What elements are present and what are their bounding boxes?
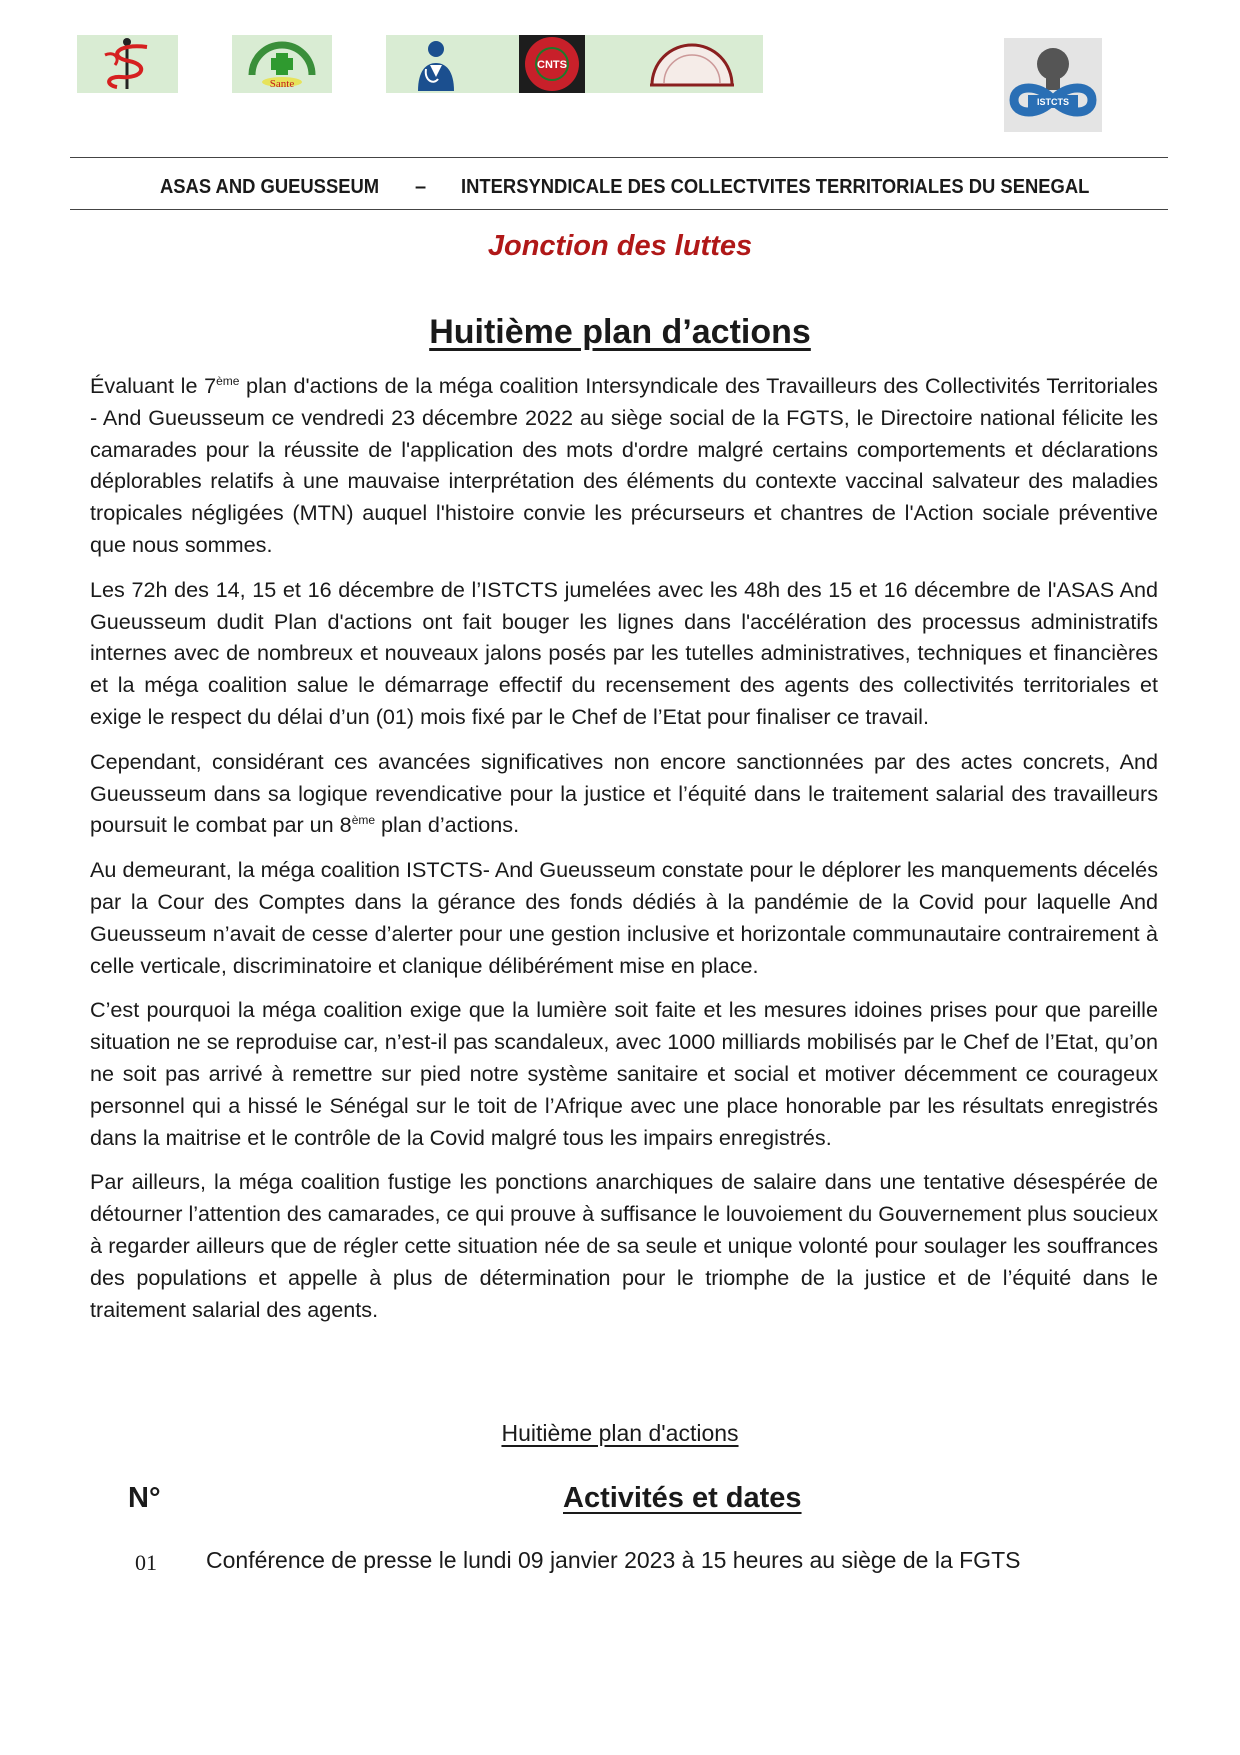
caduceus-logo xyxy=(77,35,178,93)
column-header-activities: Activités et dates xyxy=(563,1482,802,1514)
header-bar xyxy=(70,162,1168,208)
istcts-logo xyxy=(1004,38,1102,132)
sante-logo xyxy=(232,35,332,93)
svg-text:CNTS: CNTS xyxy=(537,59,567,71)
header-left: ASAS AND GUEUSSEUM xyxy=(160,176,380,198)
header-dash: – xyxy=(415,176,427,198)
page-title: Huitième plan d’actions xyxy=(429,313,811,351)
paragraph-2: Les 72h des 14, 15 et 16 décembre de l’ISTCTS jumelées avec les 48h des 15 et 16 décembre de l'ASAS And Gueusseum dudit Plan d'actions ont fait bouger les lignes dans l'accélération des processus administratifs internes avec de nombreux et nouveaux jalons posés par les tutelles administratives, techniques et financières et la méga coalition salue le démarrage effectif du recensement des agents des collectivités territoriales et exige le respect du délai d’un (01) mois fixé par le Chef de l’Etat pour finaliser ce travail. xyxy=(90,576,1158,729)
bottom-rule xyxy=(70,209,1168,210)
svg-text:ISTCTS: ISTCTS xyxy=(1036,97,1070,107)
doctor-logo xyxy=(386,35,486,93)
plan-subtitle: Huitième plan d'actions xyxy=(501,1420,739,1446)
table-row-activity: Conférence de presse le lundi 09 janvier 2023 à 15 heures au siège de la FGTS xyxy=(206,1547,1021,1573)
paragraph-3: Cependant, considérant ces avancées significatives non encore sanctionnées par des actes concrets, And Gueusseum dans sa logique revendicative pour la justice et l’équité dans le traitement salarial des travailleurs poursuit le combat par un 8ème plan d’actions. xyxy=(90,748,1158,838)
paragraph-5: C’est pourquoi la méga coalition exige que la lumière soit faite et les mesures idoines prises pour que pareille situation ne se reproduise car, n’est-il pas scandaleux, avec 1000 milliards mobilisés par le Chef de l’Etat, qu’on ne soit pas arrivé à remettre sur pied notre système sanitaire et social et motiver décemment ce courageux personnel qui a hissé le Sénégal sur le toit de l’Afrique avec une place honorable par les résultats enregistrés dans la maitrise et le contrôle de la Covid malgré tous les impairs enregistrés. xyxy=(90,997,1158,1150)
paragraph-6: Par ailleurs, la méga coalition fustige les ponctions anarchiques de salaire dans une tentative désespérée de détourner l’attention des camarades, ce qui prouve à suffisance le louvoiement du Gouvernement plus soucieux à regarder ailleurs que de régler cette situation née de sa seule et unique volonté pour soulager les souffrances des populations et appelle à plus de détermination pour le triomphe de la justice et de l’équité dans le traitement salarial des agents. xyxy=(90,1169,1158,1322)
document-body xyxy=(90,370,1158,1338)
header-right: INTERSYNDICALE DES COLLECTVITES TERRITORIALES DU SENEGAL xyxy=(461,176,1090,198)
arch-logo xyxy=(620,35,763,93)
slogan: Jonction des luttes xyxy=(487,230,753,262)
top-rule xyxy=(70,157,1168,158)
paragraph-4: Au demeurant, la méga coalition ISTCTS- And Gueusseum constate pour le déplorer les manquements décelés par la Cour des Comptes dans la gérance des fonds dédiés à la pandémie de la Covid pour laquelle And Gueusseum n’avait de cesse d’alerter pour une gestion inclusive et horizontale communautaire contrairement à celle verticale, discriminatoire et clanique délibérément mise en place. xyxy=(90,857,1158,978)
column-header-number: N° xyxy=(128,1482,161,1514)
svg-text:Sante: Sante xyxy=(269,78,295,90)
table-row-number: 01 xyxy=(135,1550,157,1575)
paragraph-1: Évaluant le 7ème plan d'actions de la méga coalition Intersyndicale des Travailleurs des Collectivités Territoriales - And Gueusseum ce vendredi 23 décembre 2022 au siège social de la FGTS, le Directoire national félicite les camarades pour la réussite de l'application des mots d'ordre malgré certains comportements et déclarations déplorables relatifs à une mauvaise interprétation des éléments du contexte vaccinal salvateur des maladies tropicales négligées (MTN) auquel l'histoire convie les précurseurs et chantres de l'Action sociale préventive que nous sommes. xyxy=(90,373,1158,557)
cnts-logo xyxy=(485,35,620,93)
